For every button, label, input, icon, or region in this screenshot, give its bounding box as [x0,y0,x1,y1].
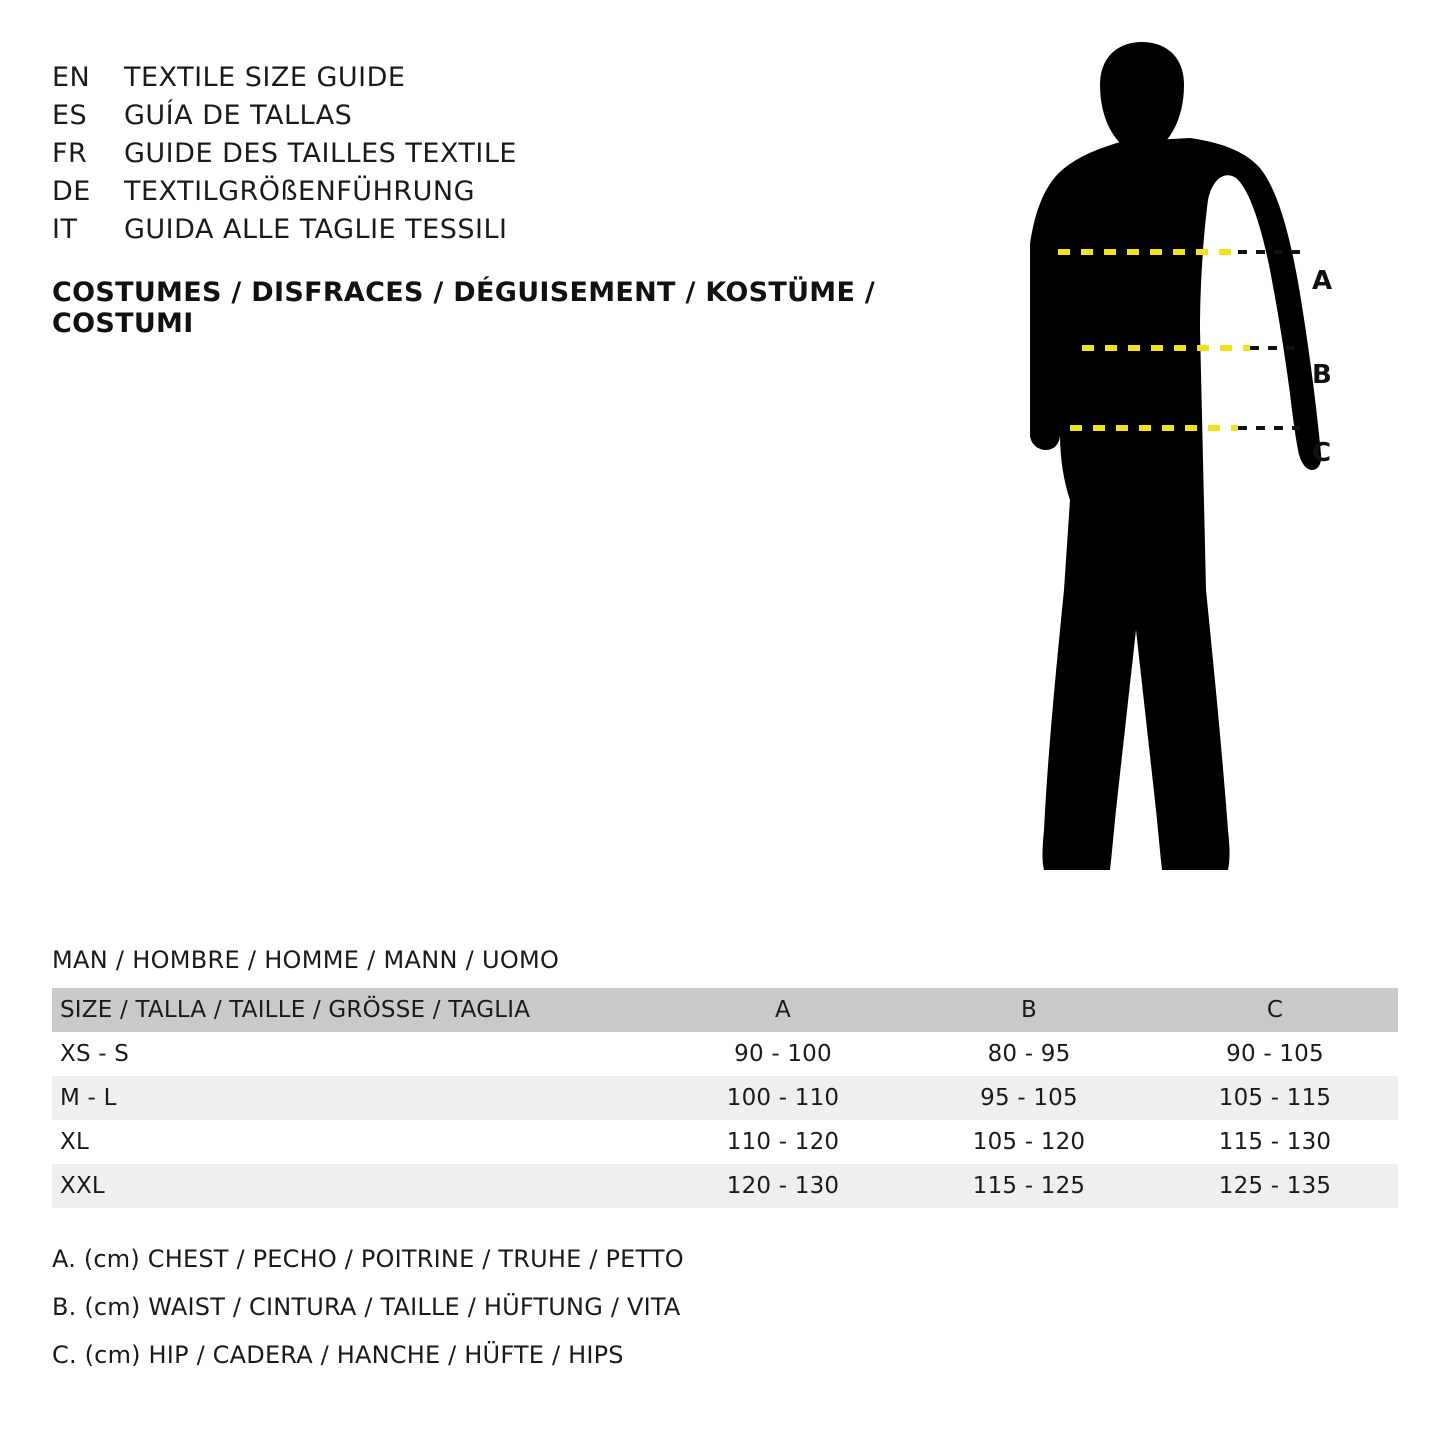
cell-c: 105 - 115 [1152,1076,1398,1120]
language-code-en: EN [52,62,91,93]
table-title: MAN / HOMBRE / HOMME / MANN / UOMO [52,946,560,974]
table-row [52,1032,1398,1076]
size-table-section [52,946,1392,1208]
cell-size: M - L [52,1076,660,1120]
cell-b: 95 - 105 [906,1076,1152,1120]
cell-a: 110 - 120 [660,1120,906,1164]
measurement-legend [52,1245,952,1389]
table-row [52,1164,1398,1208]
cell-size: XS - S [52,1032,660,1076]
language-text-es: GUÍA DE TALLAS [124,100,353,131]
language-code-de: DE [52,176,91,207]
table-header [52,988,1398,1032]
table-row [52,1076,1398,1120]
table-header-b: B [906,988,1152,1032]
cell-size: XXL [52,1164,660,1208]
cell-a: 100 - 110 [660,1076,906,1120]
table-header-c: C [1152,988,1398,1032]
language-row [52,138,1002,169]
marker-label-b: B [1312,360,1332,390]
size-table [52,988,1398,1208]
legend-line-a: A. (cm) CHEST / PECHO / POITRINE / TRUHE / PETTO [52,1245,684,1273]
cell-c: 125 - 135 [1152,1164,1398,1208]
legend-line-b: B. (cm) WAIST / CINTURA / TAILLE / HÜFTUNG / VITA [52,1293,681,1321]
language-text-de: TEXTILGRÖßENFÜHRUNG [124,176,476,207]
language-text-fr: GUIDE DES TAILLES TEXTILE [124,138,517,169]
marker-label-a: A [1312,266,1333,296]
category-title: COSTUMES / DISFRACES / DÉGUISEMENT / KOSTÜME / COSTUMI [52,277,876,339]
table-header-row [52,988,1398,1032]
table-header-a: A [660,988,906,1032]
cell-c: 90 - 105 [1152,1032,1398,1076]
language-row [52,176,1002,207]
cell-b: 115 - 125 [906,1164,1152,1208]
cell-a: 120 - 130 [660,1164,906,1208]
legend-line-c: C. (cm) HIP / CADERA / HANCHE / HÜFTE / HIPS [52,1341,624,1369]
cell-c: 115 - 130 [1152,1120,1398,1164]
table-header-size: SIZE / TALLA / TAILLE / GRÖSSE / TAGLIA [52,988,660,1032]
language-code-it: IT [52,214,78,245]
cell-b: 105 - 120 [906,1120,1152,1164]
language-row [52,214,1002,245]
language-text-it: GUIDA ALLE TAGLIE TESSILI [124,214,508,245]
language-code-fr: FR [52,138,88,169]
table-row [52,1120,1398,1164]
body-figure [960,30,1380,900]
cell-a: 90 - 100 [660,1032,906,1076]
language-row [52,62,1002,93]
marker-label-c: C [1312,438,1332,468]
language-text-en: TEXTILE SIZE GUIDE [124,62,406,93]
language-row [52,100,1002,131]
header-language-block [52,62,1002,339]
cell-b: 80 - 95 [906,1032,1152,1076]
language-code-es: ES [52,100,88,131]
table-body [52,1032,1398,1208]
cell-size: XL [52,1120,660,1164]
